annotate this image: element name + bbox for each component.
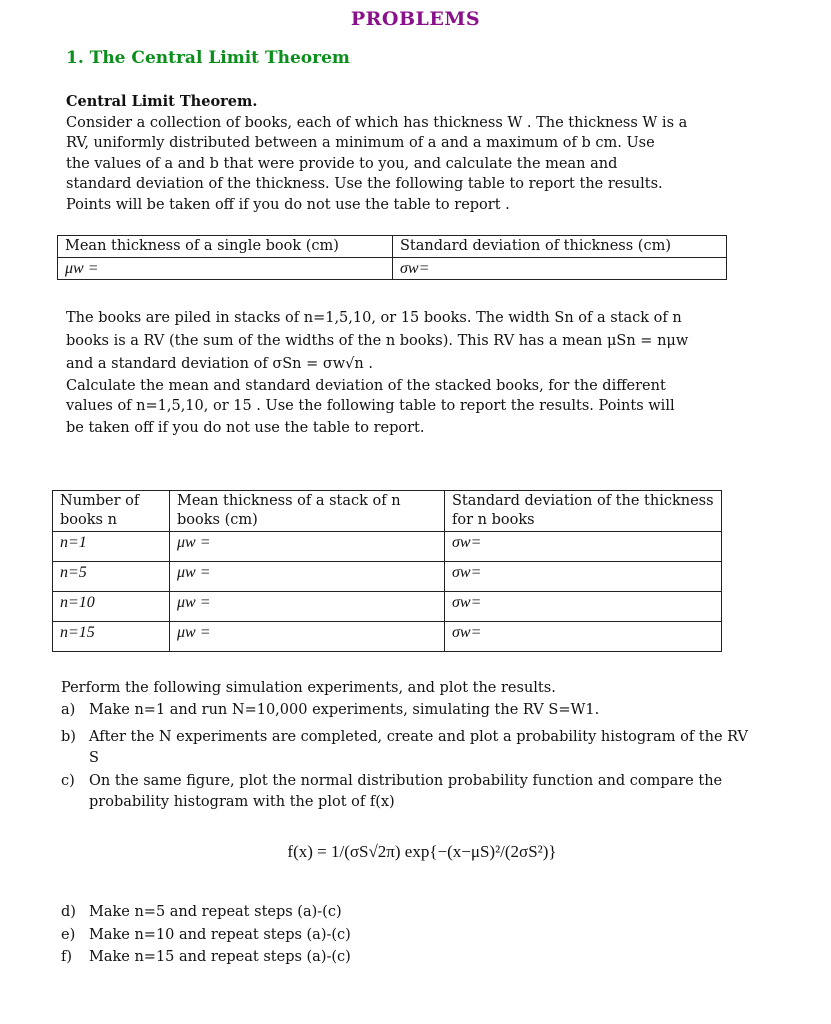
table2-sd-cell: σw=: [445, 592, 722, 622]
intro-line: RV, uniformly distributed between a minimum of a and a maximum of b cm. Use: [66, 135, 655, 151]
step-text: After the N experiments are completed, create and plot a probability histogram of the RV S: [89, 729, 749, 766]
single-book-table: [57, 235, 727, 280]
table1-header-sd: Standard deviation of thickness (cm): [393, 236, 727, 258]
table1-sd-cell: σw=: [393, 258, 727, 280]
section-title: 1. The Central Limit Theorem: [66, 48, 350, 68]
table2-header-sd: Standard deviation of the thickness for n books: [445, 491, 722, 532]
step-item: [61, 700, 761, 721]
stacks-line: be taken off if you do not use the table to report.: [66, 420, 425, 436]
table2-n-cell: n=15: [53, 622, 170, 652]
table2-mean-cell: μw =: [170, 532, 445, 562]
step-text: Make n=10 and repeat steps (a)-(c): [89, 926, 351, 943]
stacks-line: Calculate the mean and standard deviation of the stacked books, for the different: [66, 378, 666, 394]
table2-sd-cell: σw=: [445, 562, 722, 592]
table2-n-cell: n=5: [53, 562, 170, 592]
table2-header-mean: Mean thickness of a stack of n books (cm): [170, 491, 445, 532]
table2-n-cell: n=10: [53, 592, 170, 622]
step-item: [61, 924, 761, 947]
step-label: b): [61, 729, 76, 745]
simulation-steps: [61, 700, 761, 813]
intro-line: Points will be taken off if you do not use the table to report .: [66, 196, 510, 213]
simulation-more-steps: [61, 901, 761, 969]
step-text: Make n=5 and repeat steps (a)-(c): [89, 904, 342, 920]
step-item: [61, 946, 761, 969]
table2-mean-cell: μw =: [170, 562, 445, 592]
stacks-paragraph: [66, 307, 766, 440]
table2-n-cell: n=1: [53, 532, 170, 562]
table2-mean-cell: μw =: [170, 622, 445, 652]
stacks-line: values of n=1,5,10, or 15 . Use the following table to report the results. Points will: [66, 398, 675, 414]
step-label: e): [61, 926, 76, 943]
table1-header-mean: Mean thickness of a single book (cm): [58, 236, 393, 258]
normal-pdf-formula: [232, 842, 612, 862]
page-title: PROBLEMS: [350, 8, 481, 30]
intro-line: the values of a and b that were provide to you, and calculate the mean and: [66, 155, 618, 172]
intro-paragraph: [66, 92, 756, 215]
stacks-line: and a standard deviation of σSn = σw√n .: [66, 356, 373, 372]
step-text: On the same figure, plot the normal distribution probability function and compare the probability histogram with the plot of f(x): [89, 773, 723, 810]
step-item: [61, 901, 761, 924]
step-label: d): [61, 904, 76, 920]
stacks-line: The books are piled in stacks of n=1,5,10, or 15 books. The width Sn of a stack of n: [66, 310, 682, 326]
intro-heading: Central Limit Theorem.: [66, 93, 258, 110]
step-item: [61, 727, 761, 769]
step-text: Make n=1 and run N=10,000 experiments, simulating the RV S=W1.: [89, 702, 600, 718]
table2-sd-cell: σw=: [445, 622, 722, 652]
table1-mean-cell: μw =: [58, 258, 393, 280]
stack-table: [52, 490, 722, 652]
step-text: Make n=15 and repeat steps (a)-(c): [89, 949, 351, 965]
table2-header-n: Number of books n: [53, 491, 170, 532]
stacks-line: books is a RV (the sum of the widths of the n books). This RV has a mean μSn = nμw: [66, 333, 689, 349]
step-item: [61, 771, 761, 813]
table2-mean-cell: μw =: [170, 592, 445, 622]
step-label: a): [61, 702, 76, 718]
table2-sd-cell: σw=: [445, 532, 722, 562]
step-label: c): [61, 773, 75, 789]
formula-text: f(x) = 1/(σS√2π) exp{−(x−μS)²/(2σS²)}: [287, 842, 557, 861]
simulation-intro: Perform the following simulation experiments, and plot the results.: [61, 680, 556, 696]
step-label: f): [61, 949, 73, 965]
intro-line: standard deviation of the thickness. Use the following table to report the results.: [66, 176, 663, 192]
intro-line: Consider a collection of books, each of which has thickness W . The thickness W is a: [66, 114, 688, 131]
